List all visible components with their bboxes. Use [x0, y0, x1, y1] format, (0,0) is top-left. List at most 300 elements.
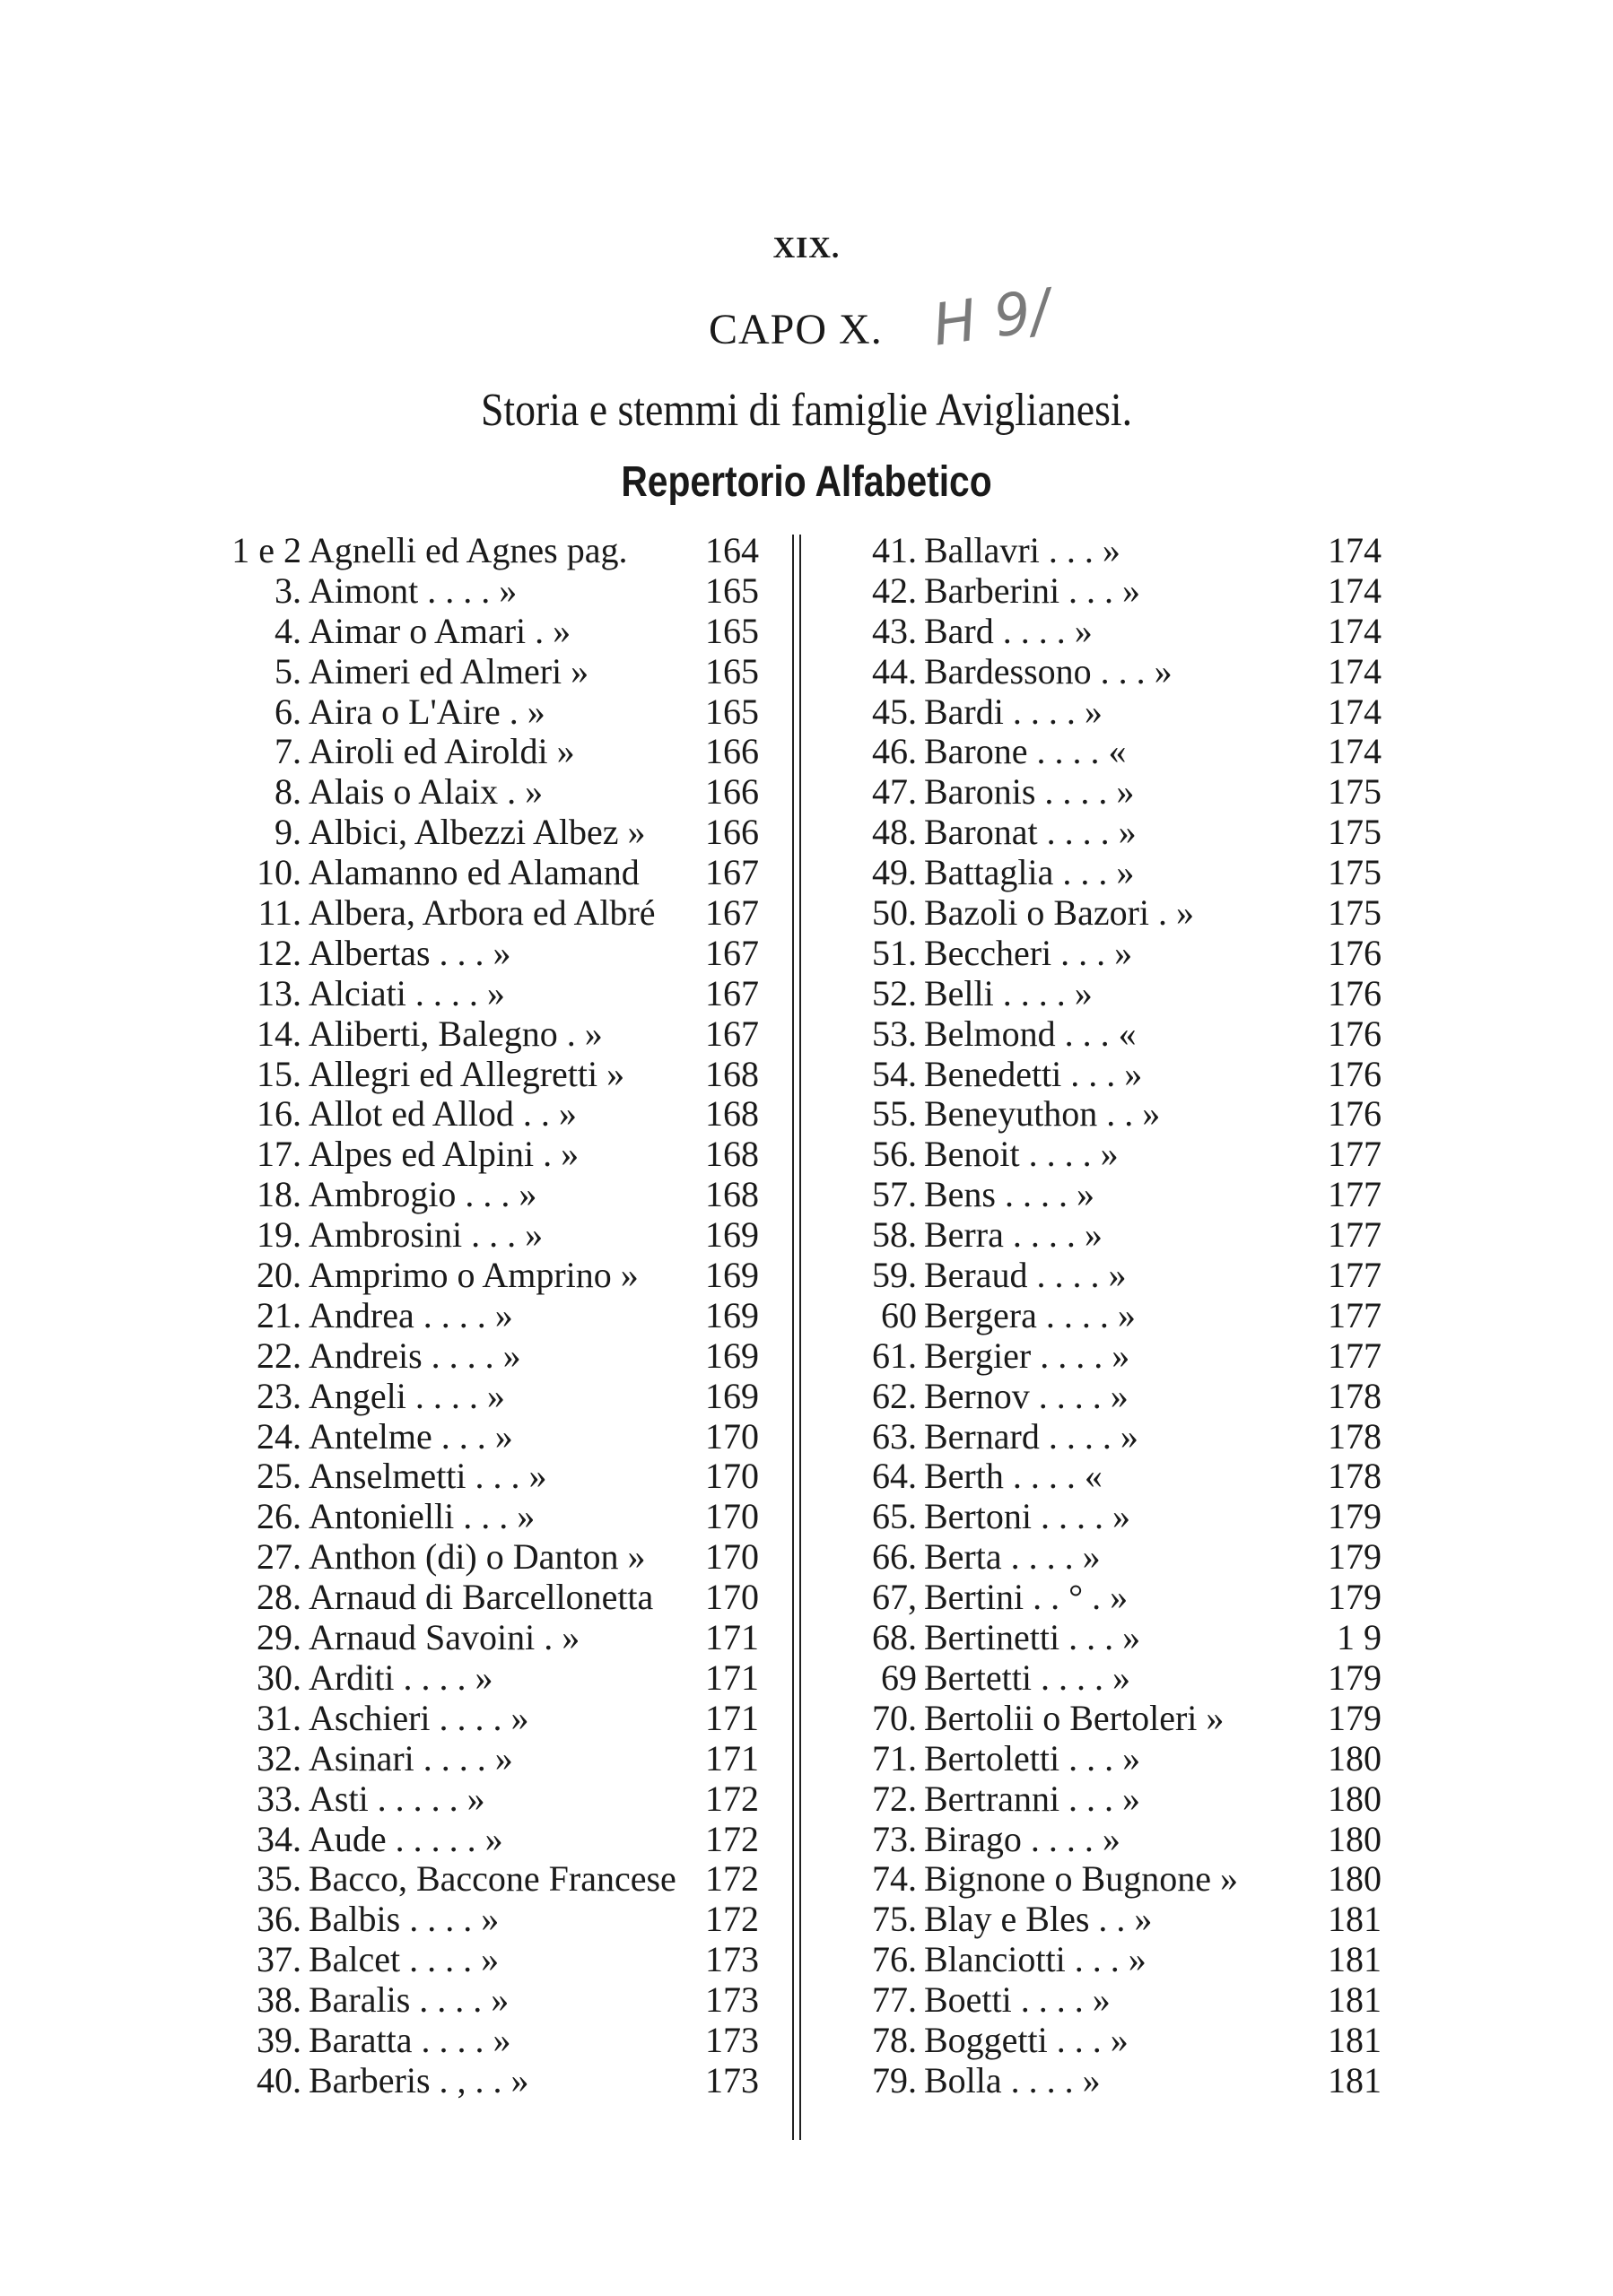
entry-page: 174 — [1328, 611, 1382, 651]
entry-page: 177 — [1328, 1256, 1382, 1296]
index-entry — [854, 813, 1382, 853]
entry-number: 7. — [275, 732, 301, 772]
entry-page: 181 — [1328, 1900, 1382, 1940]
index-entry — [854, 1256, 1382, 1296]
entry-number: 60 — [881, 1295, 917, 1335]
entry-number: 39. — [257, 2020, 301, 2060]
index-entry — [231, 732, 759, 772]
entry-page: 176 — [1328, 1094, 1382, 1135]
entry-name: Albertas . . . » — [309, 933, 511, 973]
entry-number: 34. — [257, 1819, 301, 1859]
entry-page: 177 — [1328, 1295, 1382, 1335]
entry-page: 164 — [705, 531, 759, 570]
entry-number: 47. — [872, 772, 917, 813]
index-entry — [231, 772, 759, 813]
index-entry — [231, 2061, 759, 2101]
entry-name: Battaglia . . . » — [924, 853, 1135, 893]
index-entry — [854, 692, 1382, 733]
entry-number: 70. — [872, 1698, 917, 1738]
entry-number: 19. — [257, 1215, 301, 1256]
entry-name: Balcet . . . . » — [309, 1940, 500, 1980]
entry-page: 177 — [1328, 1135, 1382, 1175]
entry-number: 78. — [872, 2020, 917, 2060]
index-entry — [231, 1618, 759, 1658]
entry-number: 44. — [872, 651, 917, 691]
chapter-title: Storia e stemmi di famiglie Aviglianesi. — [480, 385, 1133, 436]
index-entry — [854, 1336, 1382, 1377]
entry-number: 15. — [257, 1054, 301, 1094]
entry-page: 174 — [1328, 570, 1382, 611]
index-entry — [854, 1055, 1382, 1095]
entry-number: 4. — [275, 611, 301, 651]
entry-number: 52. — [872, 973, 917, 1013]
entry-name: Albici, Albezzi Albez » — [309, 813, 646, 853]
section-title: Repertorio Alfabetico — [621, 458, 992, 506]
entry-name: Antelme . . . » — [309, 1416, 513, 1457]
entry-name: Bertini . . ° . » — [924, 1578, 1129, 1618]
entry-page: 180 — [1328, 1819, 1382, 1859]
index-entry — [854, 1135, 1382, 1175]
entry-page: 1 9 — [1337, 1618, 1382, 1658]
index-entry — [854, 1457, 1382, 1497]
index-entry — [854, 612, 1382, 652]
entry-page: 174 — [1328, 531, 1382, 570]
entry-number: 68. — [872, 1618, 917, 1658]
entry-page: 169 — [705, 1335, 759, 1376]
index-column-left — [231, 531, 759, 2101]
entry-page: 178 — [1328, 1376, 1382, 1416]
entry-page: 181 — [1328, 2060, 1382, 2100]
entry-name: Bacco, Baccone Francese — [309, 1859, 676, 1900]
index-entry — [854, 974, 1382, 1014]
entry-page: 170 — [705, 1416, 759, 1457]
entry-page: 167 — [705, 933, 759, 973]
entry-number: 50. — [872, 893, 917, 934]
entry-number: 9. — [275, 813, 301, 853]
entry-page: 176 — [1328, 973, 1382, 1013]
entry-page: 180 — [1328, 1779, 1382, 1819]
entry-page: 179 — [1328, 1578, 1382, 1618]
entry-name: Andreis . . . . » — [309, 1335, 521, 1376]
index-entry — [854, 1859, 1382, 1900]
column-divider — [792, 535, 801, 2140]
entry-number: 67, — [872, 1578, 917, 1618]
entry-page: 174 — [1328, 651, 1382, 691]
index-entry — [231, 531, 759, 571]
index-entry — [231, 1296, 759, 1336]
entry-number: 58. — [872, 1215, 917, 1256]
entry-name: Arditi . . . . » — [309, 1657, 493, 1698]
entry-number: 10. — [257, 853, 301, 893]
index-entry — [231, 893, 759, 934]
entry-page: 181 — [1328, 2020, 1382, 2060]
entry-page: 165 — [705, 691, 759, 732]
entry-number: 71. — [872, 1738, 917, 1779]
entry-number: 74. — [872, 1859, 917, 1900]
index-entry — [854, 571, 1382, 612]
entry-number: 59. — [872, 1256, 917, 1296]
index-entry — [231, 1256, 759, 1296]
chapter-heading: CAPO X. — [709, 306, 883, 353]
entry-name: Aimeri ed Almeri » — [309, 651, 589, 691]
entry-number: 6. — [275, 691, 301, 732]
entry-page: 172 — [705, 1819, 759, 1859]
index-entry — [231, 1739, 759, 1779]
entry-name: Amprimo o Amprino » — [309, 1256, 639, 1296]
entry-name: Blanciotti . . . » — [924, 1940, 1147, 1980]
entry-page: 168 — [705, 1135, 759, 1175]
entry-name: Anthon (di) o Danton » — [309, 1537, 646, 1578]
entry-page: 165 — [705, 611, 759, 651]
entry-name: Barone . . . . « — [924, 732, 1127, 772]
entry-number: 76. — [872, 1940, 917, 1980]
entry-number: 14. — [257, 1013, 301, 1054]
entry-name: Baronat . . . . » — [924, 813, 1137, 853]
entry-page: 168 — [705, 1094, 759, 1135]
entry-page: 179 — [1328, 1537, 1382, 1578]
entry-page: 173 — [705, 1980, 759, 2021]
entry-number: 13. — [257, 973, 301, 1013]
entry-page: 168 — [705, 1054, 759, 1094]
index-entry — [231, 1980, 759, 2021]
entry-page: 165 — [705, 570, 759, 611]
index-entry — [231, 1859, 759, 1900]
entry-name: Bertoni . . . . » — [924, 1497, 1130, 1537]
entry-name: Bardessono . . . » — [924, 651, 1173, 691]
entry-page: 179 — [1328, 1698, 1382, 1738]
index-entry — [231, 1135, 759, 1175]
entry-name: Alciati . . . . » — [309, 973, 505, 1013]
entry-number: 75. — [872, 1900, 917, 1940]
entry-page: 166 — [705, 732, 759, 772]
entry-number: 24. — [257, 1416, 301, 1457]
index-entry — [854, 1578, 1382, 1618]
index-entry — [231, 571, 759, 612]
entry-name: Benedetti . . . » — [924, 1054, 1143, 1094]
entry-name: Barberis . , . . » — [309, 2060, 529, 2100]
entry-name: Baralis . . . . » — [309, 1980, 510, 2021]
entry-name: Baronis . . . . » — [924, 772, 1135, 813]
entry-page: 166 — [705, 772, 759, 813]
entry-number: 45. — [872, 691, 917, 732]
entry-name: Alamanno ed Alamand — [309, 853, 640, 893]
entry-number: 32. — [257, 1738, 301, 1779]
entry-page: 170 — [705, 1537, 759, 1578]
index-entry — [231, 1779, 759, 1820]
index-entry — [231, 1377, 759, 1417]
entry-page: 179 — [1328, 1657, 1382, 1698]
entry-name: Boggetti . . . » — [924, 2020, 1129, 2060]
index-entry — [231, 1457, 759, 1497]
entry-page: 172 — [705, 1779, 759, 1819]
entry-page: 165 — [705, 651, 759, 691]
index-entry — [231, 1094, 759, 1135]
entry-name: Bergier . . . . » — [924, 1335, 1130, 1376]
index-entry — [854, 1014, 1382, 1055]
entry-number: 49. — [872, 853, 917, 893]
entry-name: Agnelli ed Agnes pag. — [309, 531, 628, 570]
entry-number: 53. — [872, 1013, 917, 1054]
entry-number: 20. — [257, 1256, 301, 1296]
entry-page: 171 — [705, 1618, 759, 1658]
index-entry — [231, 1014, 759, 1055]
entry-number: 61. — [872, 1335, 917, 1376]
entry-name: Allegri ed Allegretti » — [309, 1054, 625, 1094]
entry-number: 22. — [257, 1335, 301, 1376]
entry-number: 28. — [257, 1578, 301, 1618]
entry-page: 179 — [1328, 1497, 1382, 1537]
entry-number: 42. — [872, 570, 917, 611]
entry-name: Birago . . . . » — [924, 1819, 1120, 1859]
page-number: XIX. — [772, 231, 841, 265]
index-entry — [231, 934, 759, 974]
entry-number: 62. — [872, 1376, 917, 1416]
entry-number: 5. — [275, 651, 301, 691]
entry-number: 29. — [257, 1618, 301, 1658]
entry-number: 40. — [257, 2060, 301, 2100]
index-entry — [231, 1820, 759, 1860]
entry-number: 43. — [872, 611, 917, 651]
entry-number: 56. — [872, 1135, 917, 1175]
index-entry — [854, 1417, 1382, 1457]
index-entry — [854, 1699, 1382, 1739]
index-entry — [854, 1537, 1382, 1578]
entry-number: 55. — [872, 1094, 917, 1135]
index-entry — [854, 1377, 1382, 1417]
index-entry — [854, 853, 1382, 893]
entry-name: Barberini . . . » — [924, 570, 1141, 611]
index-entry — [854, 1658, 1382, 1699]
entry-page: 176 — [1328, 1013, 1382, 1054]
index-entry — [231, 1055, 759, 1095]
entry-name: Aschieri . . . . » — [309, 1698, 529, 1738]
entry-name: Baratta . . . . » — [309, 2020, 511, 2060]
index-entry — [854, 652, 1382, 692]
entry-name: Bens . . . . » — [924, 1175, 1094, 1215]
entry-name: Beccheri . . . » — [924, 933, 1133, 973]
entry-name: Antonielli . . . » — [309, 1497, 536, 1537]
handwritten-note: H 9/ — [929, 277, 1055, 360]
entry-page: 181 — [1328, 1980, 1382, 2021]
index-entry — [231, 813, 759, 853]
entry-page: 167 — [705, 1013, 759, 1054]
entry-number: 64. — [872, 1457, 917, 1497]
entry-number: 35. — [257, 1859, 301, 1900]
index-entry — [231, 853, 759, 893]
index-entry — [231, 1175, 759, 1215]
entry-page: 175 — [1328, 813, 1382, 853]
entry-name: Bergera . . . . » — [924, 1295, 1136, 1335]
entry-name: Berta . . . . » — [924, 1537, 1101, 1578]
entry-page: 171 — [705, 1698, 759, 1738]
entry-number: 54. — [872, 1054, 917, 1094]
index-entry — [854, 2061, 1382, 2101]
entry-number: 37. — [257, 1940, 301, 1980]
entry-page: 171 — [705, 1738, 759, 1779]
index-entry — [854, 1820, 1382, 1860]
entry-number: 51. — [872, 933, 917, 973]
entry-page: 174 — [1328, 691, 1382, 732]
entry-page: 169 — [705, 1215, 759, 1256]
index-entry — [231, 1699, 759, 1739]
entry-name: Ballavri . . . » — [924, 531, 1120, 570]
entry-number: 57. — [872, 1175, 917, 1215]
index-entry — [231, 1578, 759, 1618]
entry-number: 63. — [872, 1416, 917, 1457]
index-entry — [231, 1497, 759, 1537]
entry-page: 169 — [705, 1376, 759, 1416]
entry-number: 23. — [257, 1376, 301, 1416]
index-entry — [231, 1537, 759, 1578]
index-entry — [231, 2021, 759, 2061]
entry-name: Aude . . . . . » — [309, 1819, 503, 1859]
entry-name: Alais o Alaix . » — [309, 772, 544, 813]
entry-number: 48. — [872, 813, 917, 853]
entry-number: 77. — [872, 1980, 917, 2021]
entry-name: Aimar o Amari . » — [309, 611, 571, 651]
index-entry — [854, 1940, 1382, 1980]
entry-name: Aimont . . . . » — [309, 570, 518, 611]
entry-name: Ambrosini . . . » — [309, 1215, 544, 1256]
entry-name: Belmond . . . « — [924, 1013, 1137, 1054]
entry-name: Berra . . . . » — [924, 1215, 1103, 1256]
entry-page: 178 — [1328, 1457, 1382, 1497]
entry-name: Bernard . . . . » — [924, 1416, 1138, 1457]
entry-name: Anselmetti . . . » — [309, 1457, 547, 1497]
entry-name: Arnaud di Barcellonetta — [309, 1578, 654, 1618]
index-entry — [231, 1417, 759, 1457]
index-entry — [231, 652, 759, 692]
entry-name: Aliberti, Balegno . » — [309, 1013, 603, 1054]
entry-page: 172 — [705, 1900, 759, 1940]
index-entry — [854, 934, 1382, 974]
index-entry — [231, 692, 759, 733]
entry-name: Bard . . . . » — [924, 611, 1093, 651]
entry-name: Allot ed Allod . . » — [309, 1094, 577, 1135]
index-entry — [231, 1900, 759, 1940]
entry-number: 8. — [275, 772, 301, 813]
index-entry — [854, 1215, 1382, 1256]
index-entry — [854, 2021, 1382, 2061]
index-entry — [854, 1779, 1382, 1820]
index-entry — [231, 974, 759, 1014]
entry-page: 171 — [705, 1657, 759, 1698]
entry-number: 79. — [872, 2060, 917, 2100]
entry-name: Arnaud Savoini . » — [309, 1618, 580, 1658]
entry-number: 17. — [257, 1135, 301, 1175]
index-entry — [854, 1618, 1382, 1658]
entry-name: Bertoletti . . . » — [924, 1738, 1141, 1779]
entry-page: 175 — [1328, 893, 1382, 934]
entry-page: 170 — [705, 1578, 759, 1618]
entry-page: 175 — [1328, 853, 1382, 893]
entry-number: 69 — [881, 1657, 917, 1698]
entry-name: Albera, Arbora ed Albré — [309, 893, 656, 934]
entry-page: 168 — [705, 1175, 759, 1215]
index-entry — [231, 1658, 759, 1699]
entry-name: Benoit . . . . » — [924, 1135, 1119, 1175]
entry-name: Asinari . . . . » — [309, 1738, 513, 1779]
index-entry — [854, 1739, 1382, 1779]
entry-name: Beraud . . . . » — [924, 1256, 1127, 1296]
entry-number: 27. — [257, 1537, 301, 1578]
entry-page: 170 — [705, 1457, 759, 1497]
entry-page: 177 — [1328, 1215, 1382, 1256]
index-entry — [231, 1336, 759, 1377]
entry-page: 169 — [705, 1295, 759, 1335]
index-entry — [854, 1296, 1382, 1336]
entry-page: 176 — [1328, 933, 1382, 973]
entry-page: 172 — [705, 1859, 759, 1900]
entry-number: 38. — [257, 1980, 301, 2021]
entry-name: Asti . . . . . » — [309, 1779, 485, 1819]
index-entry — [231, 1940, 759, 1980]
entry-number: 21. — [257, 1295, 301, 1335]
entry-name: Bertranni . . . » — [924, 1779, 1141, 1819]
entry-number: 46. — [872, 732, 917, 772]
entry-name: Bernov . . . . » — [924, 1376, 1129, 1416]
entry-page: 173 — [705, 2060, 759, 2100]
entry-page: 174 — [1328, 732, 1382, 772]
entry-number: 31. — [257, 1698, 301, 1738]
index-entry — [854, 1175, 1382, 1215]
entry-page: 177 — [1328, 1335, 1382, 1376]
entry-number: 36. — [257, 1900, 301, 1940]
entry-page: 180 — [1328, 1859, 1382, 1900]
entry-page: 177 — [1328, 1175, 1382, 1215]
entry-page: 175 — [1328, 772, 1382, 813]
entry-name: Angeli . . . . » — [309, 1376, 505, 1416]
entry-name: Blay e Bles . . » — [924, 1900, 1153, 1940]
index-entry — [854, 531, 1382, 571]
entry-name: Boetti . . . . » — [924, 1980, 1111, 2021]
entry-page: 170 — [705, 1497, 759, 1537]
entry-number: 12. — [257, 933, 301, 973]
entry-name: Bazoli o Bazori . » — [924, 893, 1195, 934]
index-entry — [854, 1497, 1382, 1537]
entry-page: 178 — [1328, 1416, 1382, 1457]
entry-name: Belli . . . . » — [924, 973, 1093, 1013]
index-entry — [854, 893, 1382, 934]
entry-name: Alpes ed Alpini . » — [309, 1135, 580, 1175]
entry-name: Ambrogio . . . » — [309, 1175, 537, 1215]
entry-number: 1 e 2 — [231, 531, 301, 570]
entry-page: 180 — [1328, 1738, 1382, 1779]
entry-page: 173 — [705, 1940, 759, 1980]
index-entry — [231, 1215, 759, 1256]
entry-name: Bertetti . . . . » — [924, 1657, 1130, 1698]
entry-page: 181 — [1328, 1940, 1382, 1980]
entry-number: 26. — [257, 1497, 301, 1537]
entry-number: 25. — [257, 1457, 301, 1497]
index-entry — [854, 1900, 1382, 1940]
entry-number: 72. — [872, 1779, 917, 1819]
entry-number: 11. — [257, 893, 301, 934]
entry-page: 167 — [705, 853, 759, 893]
entry-page: 176 — [1328, 1054, 1382, 1094]
entry-name: Bertolii o Bertoleri » — [924, 1698, 1225, 1738]
entry-number: 66. — [872, 1537, 917, 1578]
index-entry — [854, 772, 1382, 813]
entry-page: 173 — [705, 2020, 759, 2060]
entry-number: 65. — [872, 1497, 917, 1537]
entry-page: 166 — [705, 813, 759, 853]
entry-name: Airoli ed Airoldi » — [309, 732, 575, 772]
entry-page: 167 — [705, 893, 759, 934]
index-entry — [231, 612, 759, 652]
entry-name: Bardi . . . . » — [924, 691, 1103, 732]
index-entry — [854, 732, 1382, 772]
